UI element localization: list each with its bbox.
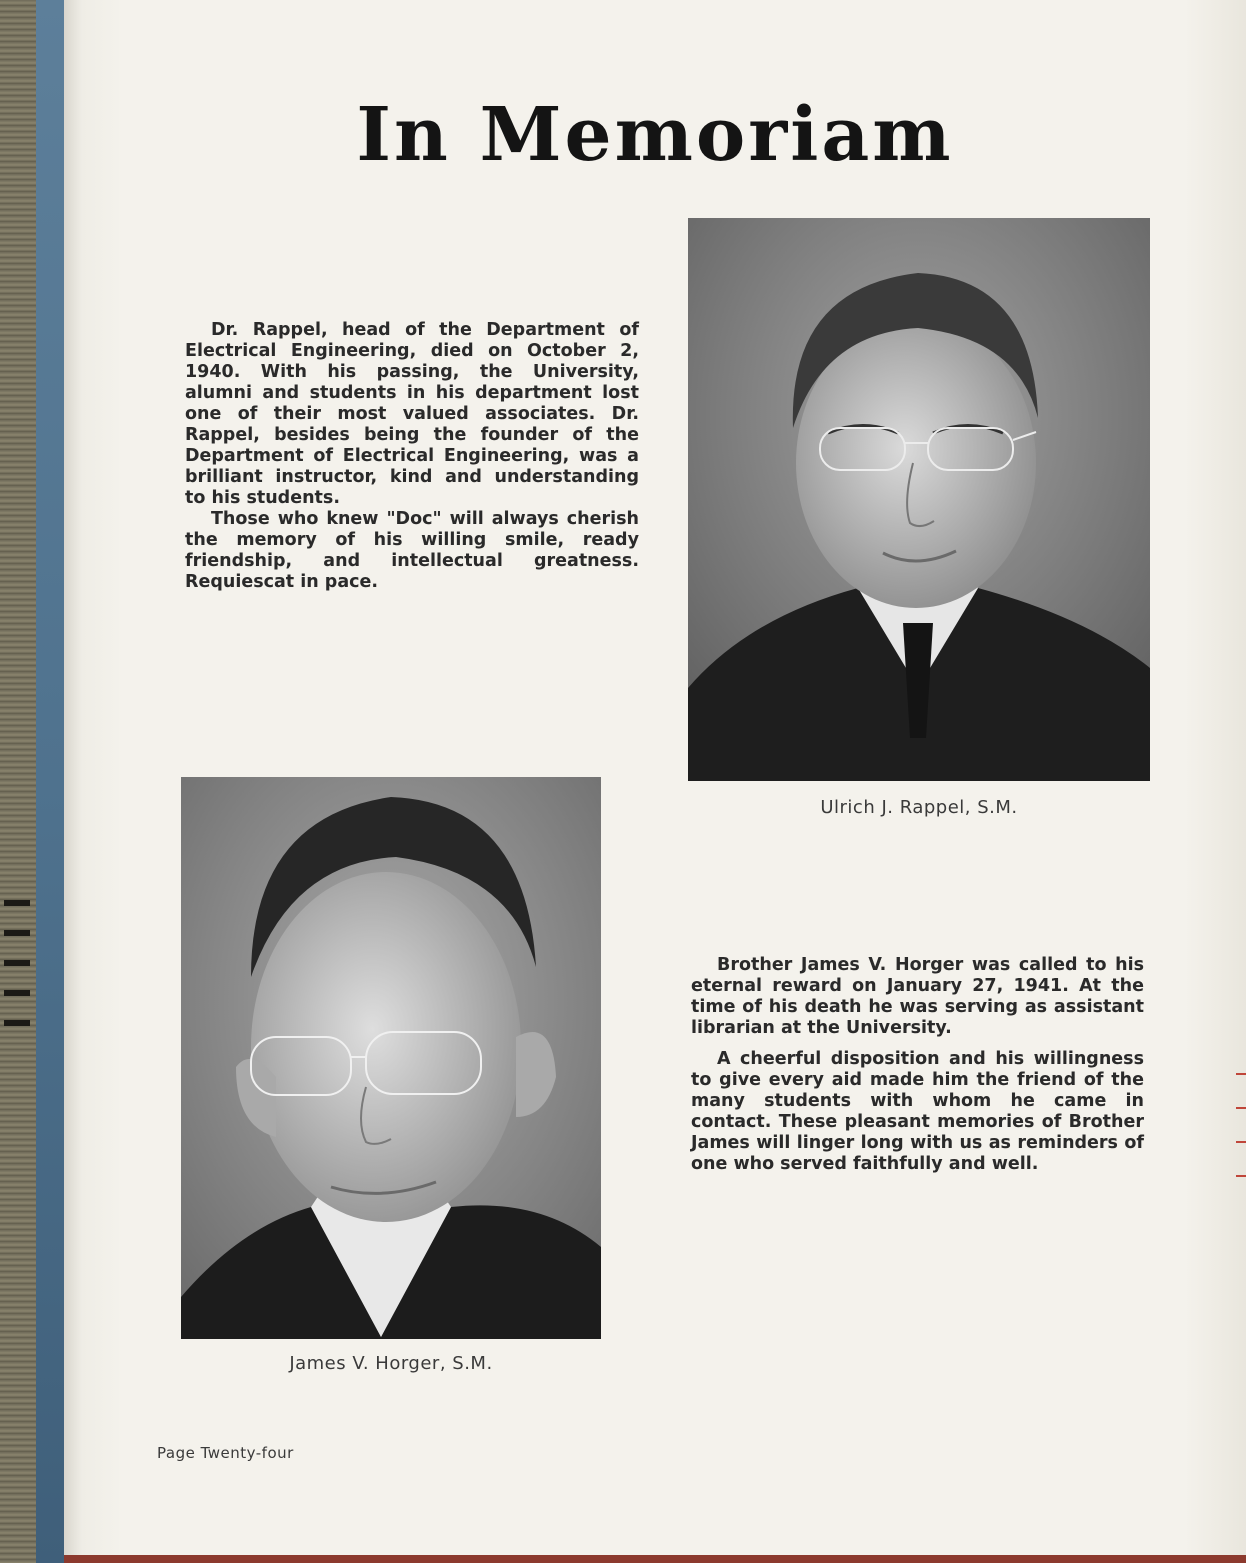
page-bottom-edge: [64, 1555, 1246, 1563]
page-tab-mark: [1236, 1107, 1246, 1109]
page-number: Page Twenty-four: [157, 1444, 294, 1462]
rappel-paragraph-2: Those who knew "Doc" will always cherish the memory of his willing smile, ready friendship, and intellectual greatness. Requiescat in pace.: [185, 509, 639, 592]
binding-mark: [4, 930, 30, 936]
horger-paragraph-1: Brother James V. Horger was called to his eternal reward on January 27, 1941. At the time of his death he was serving as assistant librarian at the University.: [691, 955, 1144, 1038]
rappel-caption: Ulrich J. Rappel, S.M.: [820, 797, 1018, 818]
binding-mark: [4, 990, 30, 996]
book-binding: [0, 0, 36, 1563]
portrait-image: [688, 218, 1150, 781]
adjacent-page-edge: [36, 0, 66, 1563]
horger-paragraph-2: A cheerful disposition and his willingness to give every aid made him the friend of the many students with whom he came in contact. These pleasant memories of Brother James will linger long with us as reminders of one who served faithfully and well.: [691, 1049, 1144, 1174]
page-title: In Memoriam: [356, 92, 954, 178]
binding-mark: [4, 960, 30, 966]
page-tab-mark: [1236, 1141, 1246, 1143]
binding-mark: [4, 900, 30, 906]
horger-portrait: [181, 777, 601, 1339]
rappel-paragraph-1: Dr. Rappel, head of the Department of Electrical Engineering, died on October 2, 1940. With his passing, the University, alumni and students in his department lost one of their most valued associates. Dr. Rappel, besides being the founder of the Department of Electrical Engineering, was a brilliant instructor, kind and understanding to his students.: [185, 320, 639, 508]
rappel-portrait: [688, 218, 1150, 781]
page-tab-mark: [1236, 1175, 1246, 1177]
binding-mark: [4, 1020, 30, 1026]
page-tab-mark: [1236, 1073, 1246, 1075]
horger-caption: James V. Horger, S.M.: [289, 1353, 493, 1374]
portrait-image: [181, 777, 601, 1339]
